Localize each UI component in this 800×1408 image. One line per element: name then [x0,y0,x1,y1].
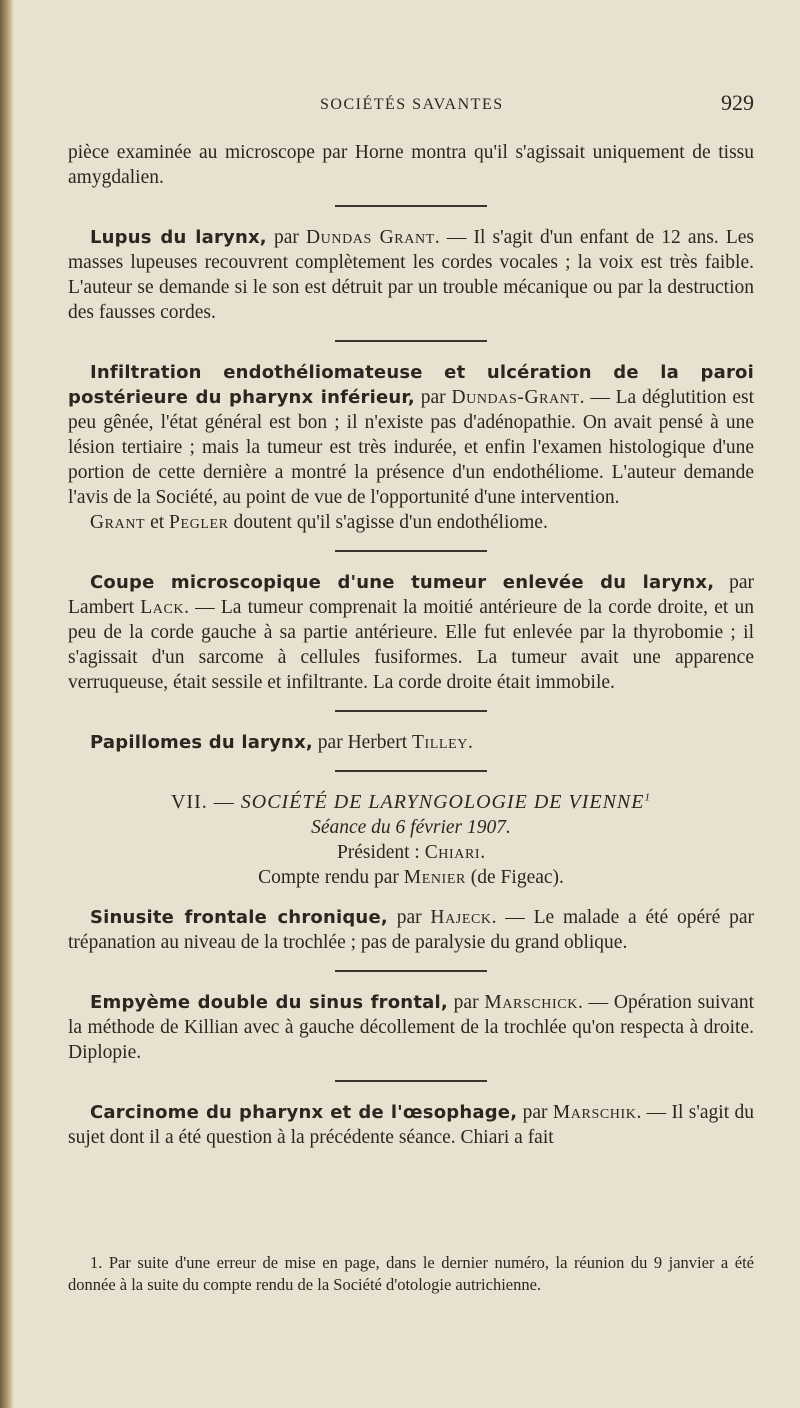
case-empyeme: Empyème double du sinus frontal, par Marschick. — Opération suivant la méthode de Killian avec à gauche décollement de la trochlée qu'on respecta à droite. Diplopie. [68,992,754,1063]
article-title: Papillomes du larynx, [90,732,313,753]
article-coupe-microscopique: Coupe microscopique d'une tumeur enlevée du larynx, par Lambert Lack. — La tumeur comprenait la moitié antérieure de la corde droite, et un peu de la corde gauche à sa partie antérieure. Elle fut enlevée par la thyrobomie ; il s'agissait d'un sarcome à cellules fusiformes. La tumeur avait une apparence verruqueuse, était sessile et infiltrante. La corde droite était immobile. [68,572,754,693]
running-title: SOCIÉTÉS SAVANTES [320,96,504,113]
case-title: Empyème double du sinus frontal, [90,992,448,1013]
footnote-text: 1. Par suite d'une erreur de mise en page, dans le dernier numéro, la réunion du 9 janvier a été donnée à la suite du compte rendu de la Société d'otologie autrichienne. [68,1253,754,1294]
article-title: Lupus du larynx, [90,227,267,248]
president-line: Président : Chiari. [336,842,486,863]
page-number: 929 [721,90,754,115]
report-line: Compte rendu par Menier (de Figeac). [258,867,564,888]
footnote [68,1252,754,1296]
article-lupus-larynx: Lupus du larynx, par Dundas Grant. — Il s'agit d'un enfant de 12 ans. Les masses lupeuses recouvrent complètement les cordes vocales ; la voix est très faible. L'auteur se demande si le son est détruit par un trouble mécanique ou par la destruction des fausses cordes. [68,227,755,323]
document-page [68,0,754,1408]
page-body [68,140,754,1150]
case-carcinome: Carcinome du pharynx et de l'œsophage, par Marschik. — Il s'agit du sujet dont il a été question à la précédente séance. Chiari a fait [68,1102,754,1148]
article-discussion: Grant et Pegler doutent qu'il s'agisse d'un endothéliome. [90,512,548,533]
session-date: Séance du 6 février 1907. [311,817,511,838]
article-infiltration-pharynx: Infiltration endothéliomateuse et ulcération de la paroi postérieure du pharynx inférieur, par Dundas-Grant. — La déglutition est peu gênée, l'état général est bon ; il n'existe pas d'adénopathie. On avait pensé à une lésion tertiaire ; mais la tumeur est très indurée, et enfin l'examen histologique d'une portion de cette dernière a montré la présence d'un endothéliome. L'auteur demande l'avis de la Société, au point de vue de l'opportunité d'une intervention. [68,362,754,508]
case-author: Hajeck [430,907,492,928]
article-author: Dundas-Grant [451,387,580,408]
article-author: Lack [140,597,185,618]
case-title: Carcinome du pharynx et de l'œsophage, [90,1102,518,1123]
case-sinusite-frontale: Sinusite frontale chronique, par Hajeck. — Le malade a été opéré par trépanation au niveau de la trochlée ; pas de paralysie du grand oblique. [68,907,754,953]
case-author: Marschik [552,1102,637,1123]
case-author: Marschick [484,992,578,1013]
article-title: Infiltration endothéliomateuse et ulcération de la paroi postérieure du pharynx inférieur, [68,362,754,408]
intro-paragraph: pièce examinée au microscope par Horne montra qu'il s'agissait uniquement de tissu amygdalien. [68,142,754,188]
page-header [68,90,754,122]
case-title: Sinusite frontale chronique, [90,907,388,928]
footnote-marker: 1 [644,791,651,804]
article-author: Tilley [412,732,468,753]
article-papillomes: Papillomes du larynx, par Herbert Tilley. [90,732,473,753]
article-title: Coupe microscopique d'une tumeur enlevée du larynx, [90,572,715,593]
page-binding-edge [0,0,14,1408]
section-heading: VII. — SOCIÉTÉ DE LARYNGOLOGIE DE VIENNE$^1$ [170,791,651,813]
article-author: Dundas Grant [305,227,435,248]
